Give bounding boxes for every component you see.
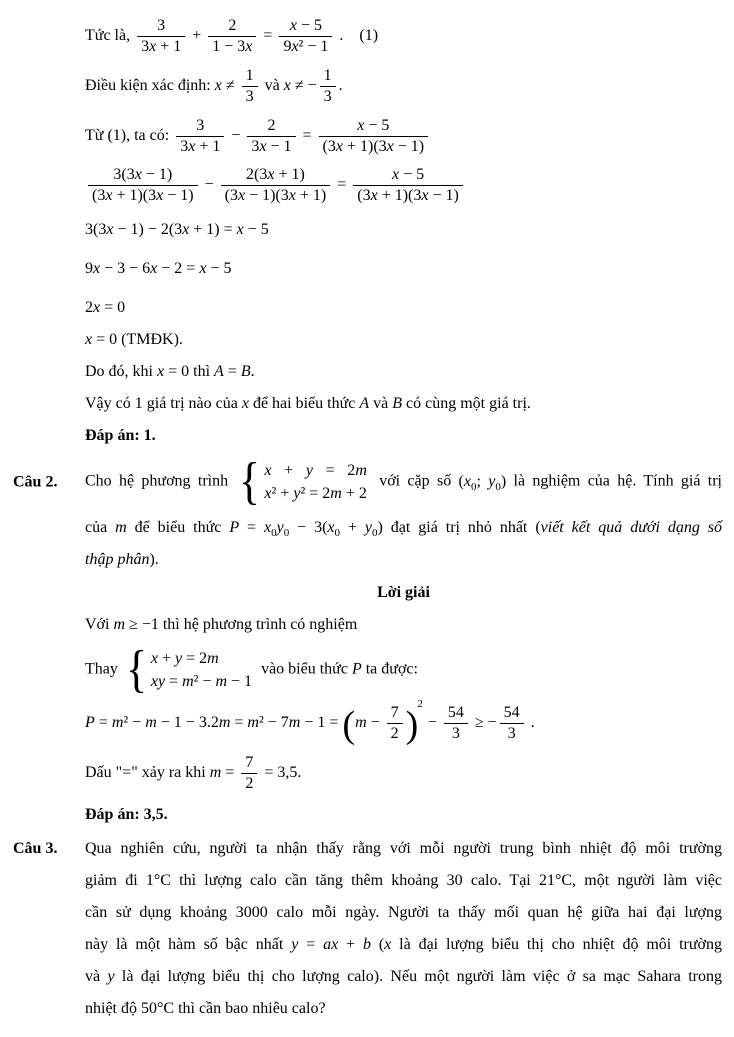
- text-run: đạt giá trị nhỏ nhất (: [382, 519, 541, 537]
- fraction: [444, 704, 468, 743]
- cau3-line4: [85, 934, 722, 955]
- math-run: 3(3x − 1) − 2(3x + 1) = x − 5: [85, 221, 269, 239]
- denominator: 3: [323, 87, 332, 105]
- exponent: 2: [417, 698, 423, 710]
- denominator: 3x + 1: [180, 137, 221, 155]
- math-run: −: [227, 126, 245, 144]
- denominator: 3x − 1: [251, 137, 292, 155]
- text-run: Dấu "=" xảy ra khi: [85, 764, 210, 782]
- text-run: .: [250, 363, 255, 381]
- fraction: [500, 704, 524, 743]
- numerator: 3: [176, 117, 224, 137]
- math-run: =: [259, 27, 277, 45]
- text-run: thì: [189, 363, 215, 381]
- numerator: 7: [387, 704, 403, 724]
- eq-step-4: [85, 329, 722, 350]
- equation-system: [124, 641, 253, 699]
- text-run: để hai biểu thức: [248, 395, 360, 413]
- text-run: Tức là,: [85, 27, 135, 45]
- text-run: Với: [85, 616, 114, 634]
- cau2-intro: [13, 453, 722, 511]
- bold-text: Đáp án: 1.: [85, 427, 156, 445]
- cau2-line3: [85, 549, 722, 570]
- math-run: x = 0: [157, 363, 190, 381]
- denominator: 2: [390, 725, 399, 743]
- text-run: (TMĐK).: [121, 331, 183, 349]
- numerator: 54: [500, 704, 524, 724]
- left-brace-icon: {: [125, 641, 147, 699]
- math-run: P = m² − m − 1 − 3.2m = m² − 7m − 1 =: [85, 714, 343, 732]
- text-run: Từ (1), ta có:: [85, 126, 174, 144]
- math-run: =: [298, 126, 316, 144]
- big-paren: ): [405, 703, 419, 746]
- fraction: [387, 704, 403, 743]
- eq-quy-dong: [85, 166, 722, 205]
- denominator: 3x + 1: [141, 37, 182, 55]
- answer-cau1: [85, 425, 722, 446]
- cau3-line1: [13, 838, 722, 859]
- text-run: này là một hàm số bậc nhất: [85, 935, 292, 953]
- fraction: [208, 17, 256, 56]
- math-run: =: [333, 176, 351, 194]
- math-run: = 3,5: [260, 764, 298, 782]
- math-run: x ≠: [214, 76, 239, 94]
- text-run: Cho hệ phương trình: [85, 472, 236, 490]
- text-run: cần sử dụng khoảng 3000 calo mỗi ngày. Người ta thấy mối quan hệ giữa hai đại lượng: [85, 903, 722, 921]
- fraction: [241, 754, 257, 793]
- equation-system: [237, 453, 367, 511]
- text-run: . (1): [335, 27, 379, 45]
- question-label: Câu 2.: [13, 473, 58, 491]
- math-run: B: [392, 395, 403, 413]
- math-run: 9x − 3 − 6x − 2 = x − 5: [85, 260, 232, 278]
- math-run: A = B: [214, 363, 251, 381]
- math-run: x: [241, 395, 249, 413]
- math-run: x: [384, 935, 392, 953]
- text-run: vào biểu thức: [257, 660, 352, 678]
- numerator: 2: [247, 117, 295, 137]
- numerator: x − 5: [319, 117, 429, 137]
- numerator: 1: [320, 67, 336, 87]
- text-run: và: [260, 76, 284, 94]
- denominator: 3: [451, 725, 460, 743]
- bold-text: Lời giải: [377, 584, 430, 602]
- text-run: Điều kiện xác định:: [85, 76, 215, 94]
- cau2-line2: [85, 517, 722, 538]
- text-run: .: [526, 714, 535, 732]
- math-run: m −: [355, 714, 384, 732]
- math-run: y: [107, 967, 115, 985]
- eq-tuc-la: [85, 17, 722, 56]
- math-run: x = 0: [85, 331, 122, 349]
- text-run: để biểu thức: [126, 519, 230, 537]
- fraction: [88, 166, 198, 205]
- numerator: 3(3x − 1): [88, 166, 198, 186]
- text-run: Qua nghiên cứu, người ta nhận thấy rằng với mỗi người trung bình nhiệt độ môi trường: [85, 839, 722, 857]
- system-row: x + y = 2m: [264, 461, 367, 479]
- numerator: 2: [208, 17, 256, 37]
- text-run: là đại lượng biểu thị cho nhiệt độ môi trường: [391, 935, 723, 953]
- italic-text: thập phân: [85, 551, 150, 569]
- text-run: ta được:: [361, 660, 418, 678]
- text-run: .: [297, 764, 302, 782]
- system-row: xy = m² − m − 1: [150, 672, 253, 690]
- text-run: là đại lượng biểu thị cho lượng calo). Nếu một người làm việc ở sa mạc Sahara trong: [114, 967, 722, 985]
- math-run: −: [423, 714, 441, 732]
- text-run: với cặp số: [371, 472, 459, 490]
- big-paren: (: [342, 703, 356, 746]
- italic-text: viết kết quả dưới dạng số: [540, 519, 722, 537]
- denominator: 2: [245, 774, 254, 792]
- cau3-line5: [85, 966, 722, 987]
- math-run: y = ax + b: [291, 935, 371, 953]
- denominator: 1 − 3x: [212, 37, 253, 55]
- math-run: −: [200, 176, 218, 194]
- system-row: x² + y² = 2m + 2: [264, 484, 367, 502]
- math-run: ≥ −: [470, 714, 497, 732]
- math-run: m: [115, 519, 127, 537]
- numerator: x − 5: [353, 166, 463, 186]
- text-run: nhiệt độ 50°C thì cần bao nhiêu calo?: [85, 999, 326, 1017]
- math-run: 2x = 0: [85, 299, 126, 317]
- text-run: Thay: [85, 660, 122, 678]
- text-run: là nghiệm của hệ. Tính giá trị: [506, 472, 722, 490]
- denominator: 3: [245, 87, 254, 105]
- fraction: [279, 17, 332, 56]
- denominator: (3x + 1)(3x − 1): [357, 187, 459, 205]
- eq-step-1: [85, 219, 722, 240]
- numerator: 7: [241, 754, 257, 774]
- text-ket-luan: [85, 393, 722, 414]
- denominator: (3x − 1)(3x + 1): [224, 187, 327, 205]
- system-row: x + y = 2m: [150, 649, 219, 667]
- cau3-line6: [85, 998, 722, 1019]
- loi-giai-heading: [85, 582, 722, 603]
- text-run: Do đó, khi: [85, 363, 157, 381]
- eq-dieu-kien: [85, 67, 722, 106]
- text-voi-m: [85, 614, 722, 635]
- cau3-line3: [85, 902, 722, 923]
- text-run: giảm đi 1°C thì lượng calo cần tăng thêm khoảng 30 calo. Tại 21°C, một người làm việc: [85, 871, 722, 889]
- text-dau-bang: [85, 754, 722, 793]
- text-thay: [85, 641, 722, 699]
- fraction: [242, 67, 258, 106]
- answer-cau2: [85, 804, 722, 825]
- math-run: P: [351, 660, 362, 678]
- fraction: [320, 67, 336, 106]
- eq-step-3: [85, 297, 722, 318]
- fraction: [221, 166, 331, 205]
- text-run: ).: [149, 551, 159, 569]
- text-run: Vậy có 1 giá trị nào của: [85, 395, 242, 413]
- numerator: 3: [137, 17, 185, 37]
- text-run: có cùng một giá trị.: [402, 395, 531, 413]
- fraction: [137, 17, 185, 56]
- numerator: 54: [444, 704, 468, 724]
- text-run: .: [338, 76, 343, 94]
- numerator: 1: [242, 67, 258, 87]
- fraction: [319, 117, 429, 156]
- left-brace-icon: {: [239, 453, 261, 511]
- text-do-do: [85, 361, 722, 382]
- bold-text: Đáp án: 3,5.: [85, 805, 168, 823]
- eq-p: [85, 698, 722, 746]
- eq-step-2: [85, 258, 722, 279]
- math-run: ($x_0$; $y_0$): [458, 472, 507, 494]
- math-run: m ≥ −1: [113, 616, 159, 634]
- text-run: (: [370, 935, 385, 953]
- fraction: [176, 117, 224, 156]
- numerator: x − 5: [279, 17, 332, 37]
- math-run: x ≠ −: [283, 76, 317, 94]
- cau3-line2: [85, 870, 722, 891]
- question-label: Câu 3.: [13, 839, 58, 857]
- text-run: và: [85, 967, 108, 985]
- text-run: thì hệ phương trình có nghiệm: [158, 616, 358, 634]
- math-run: m =: [209, 764, 239, 782]
- math-run: +: [188, 27, 206, 45]
- fraction: [353, 166, 463, 205]
- text-run: của: [85, 519, 116, 537]
- math-run: A: [359, 395, 370, 413]
- denominator: (3x + 1)(3x − 1): [92, 187, 194, 205]
- numerator: 2(3x + 1): [221, 166, 331, 186]
- fraction: [247, 117, 295, 156]
- math-run: $P = x_0y_0 - 3(x_0 + y_0)$: [229, 519, 383, 540]
- denominator: (3x + 1)(3x − 1): [322, 137, 425, 155]
- denominator: 3: [507, 725, 516, 743]
- denominator: 9x² − 1: [283, 37, 329, 55]
- eq-tu-1: [85, 117, 722, 156]
- text-run: và: [369, 395, 393, 413]
